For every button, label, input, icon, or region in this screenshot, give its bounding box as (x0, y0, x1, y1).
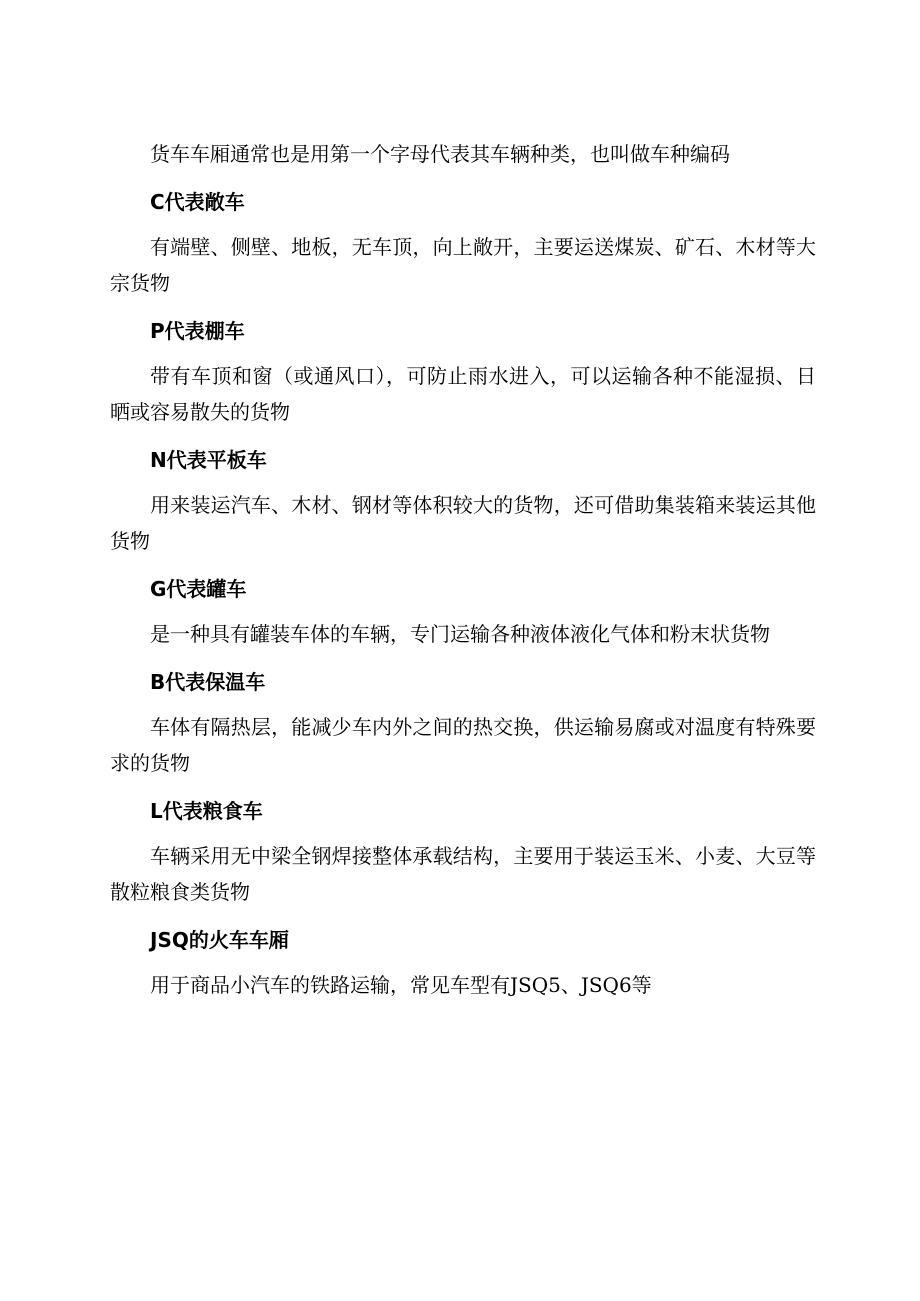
section-tank-wagon (110, 574, 816, 652)
section-insulated-wagon (110, 667, 816, 781)
section-heading: C代表敞车 (150, 190, 245, 214)
section-open-wagon (110, 187, 816, 301)
section-paragraph: 带有车顶和窗（或通风口），可防止雨水进入，可以运输各种不能湿损、日晒或容易散失的货物 (110, 364, 816, 424)
section-heading: JSQ的火车车厢 (150, 928, 289, 952)
section-paragraph: 用于商品小汽车的铁路运输，常见车型有JSQ5、JSQ6等 (150, 973, 652, 997)
section-paragraph: 车体有隔热层，能减少车内外之间的热交换，供运输易腐或对温度有特殊要求的货物 (110, 715, 816, 775)
section-heading: G代表罐车 (150, 577, 247, 601)
section-paragraph: 车辆采用无中梁全钢焊接整体承载结构，主要用于装运玉米、小麦、大豆等散粒粮食类货物 (110, 844, 816, 904)
section-jsq-wagon (110, 925, 816, 1003)
section-heading: P代表棚车 (150, 319, 245, 343)
section-heading: B代表保温车 (150, 670, 266, 694)
section-box-wagon (110, 316, 816, 430)
intro-paragraph: 货车车厢通常也是用第一个字母代表其车辆种类，也叫做车种编码 (150, 142, 730, 166)
section-heading: N代表平板车 (150, 448, 267, 472)
section-grain-wagon (110, 796, 816, 910)
section-flat-wagon (110, 445, 816, 559)
section-paragraph: 用来装运汽车、木材、钢材等体积较大的货物，还可借助集装箱来装运其他货物 (110, 493, 816, 553)
section-heading: L代表粮食车 (150, 799, 263, 823)
section-paragraph: 有端壁、侧壁、地板，无车顶，向上敞开，主要运送煤炭、矿石、木材等大宗货物 (110, 235, 816, 295)
document-body (110, 136, 816, 1018)
section-paragraph: 是一种具有罐装车体的车辆，专门运输各种液体液化气体和粉末状货物 (150, 622, 770, 646)
